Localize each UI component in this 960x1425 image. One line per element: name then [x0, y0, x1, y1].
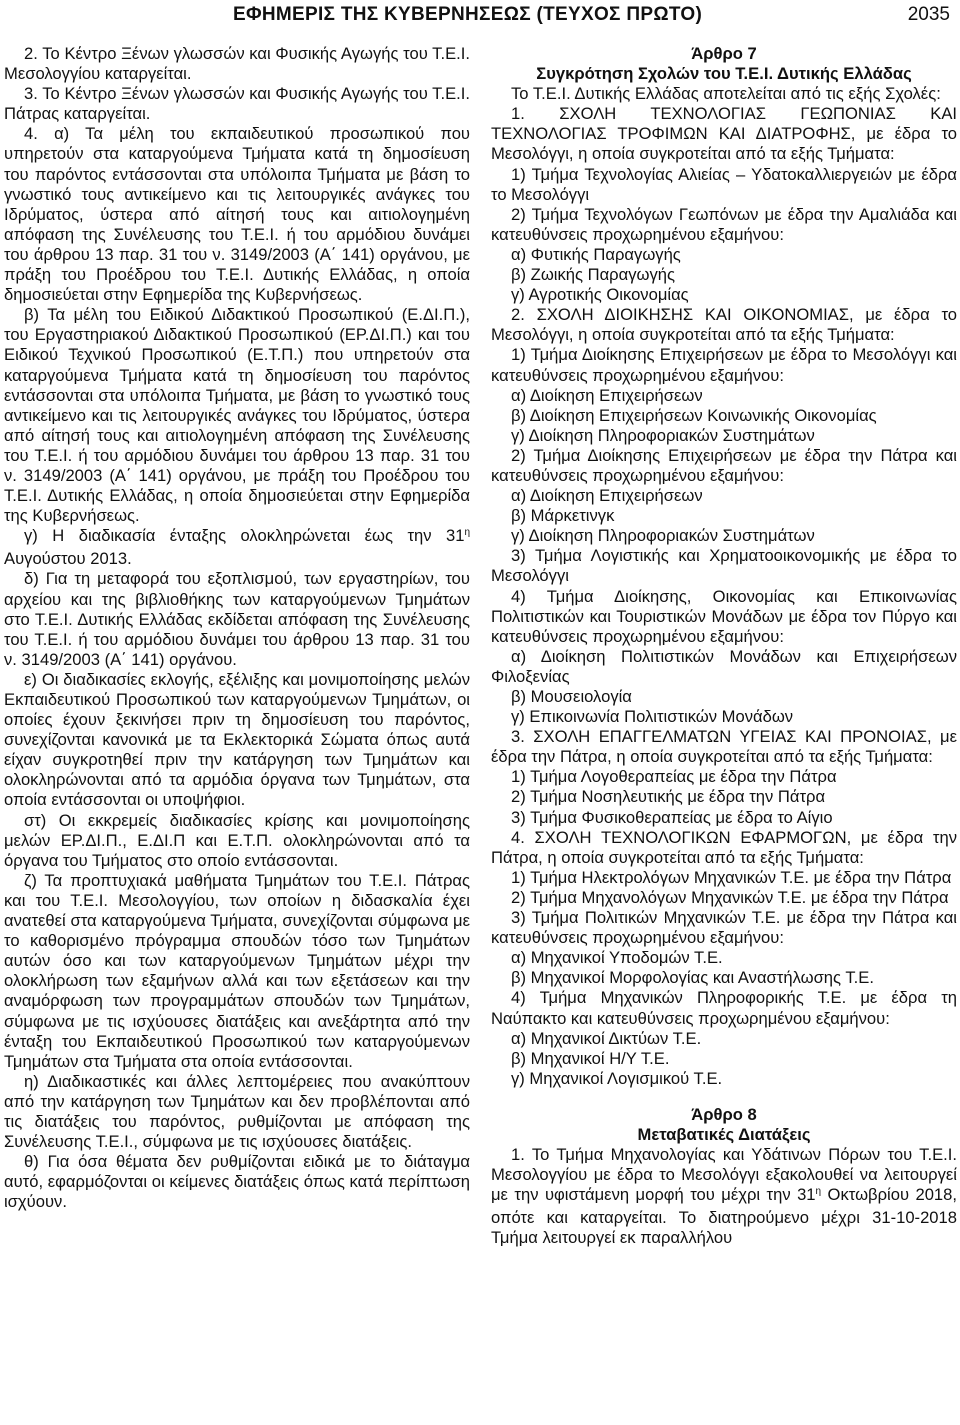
list-item: β) Μουσειολογία	[511, 687, 632, 706]
list-item: 3) Τμήμα Πολιτικών Μηχανικών Τ.Ε. με έδρα την Πάτρα και κατευθύνσεις προχωρημένου εξαμήνου:	[491, 908, 957, 948]
list-item: 3) Τμήμα Λογιστικής και Χρηματοοικονομικής με έδρα το Μεσολόγγι	[491, 546, 957, 586]
list-item: γ) Διοίκηση Πληροφοριακών Συστημάτων	[511, 526, 815, 546]
list-item: γ) Διοίκηση Πληροφοριακών Συστημάτων	[511, 425, 815, 445]
paragraph: 3. Το Κέντρο Ξένων γλωσσών και Φυσικής Αγωγής του Τ.Ε.Ι. Πάτρας καταργείται.	[4, 84, 470, 124]
spacer	[491, 1089, 957, 1105]
paragraph: Το Τ.Ε.Ι. Δυτικής Ελλάδας αποτελείται από τις εξής Σχολές:	[511, 84, 941, 104]
paragraph: 2. ΣΧΟΛΗ ΔΙΟΙΚΗΣΗΣ ΚΑΙ ΟΙΚΟΝΟΜΙΑΣ, με έδρα το Μεσολόγγι, η οποία συγκροτείται από τα εξής Τμήματα:	[491, 305, 957, 345]
article-subtitle: Συγκρότηση Σχολών του Τ.Ε.Ι. Δυτικής Ελλάδας	[536, 64, 912, 84]
paragraph-text: Οκτωβρίου 2018, οπότε και καταργείται. Το διατηρούμενο μέχρι 31-10-2018 Τμήμα λειτουργεί εκ παραλλήλου	[491, 1185, 957, 1248]
list-item: α) Διοίκηση Επιχειρήσεων	[511, 486, 703, 506]
paragraph: η) Διαδικαστικές και άλλες λεπτομέρειες που ανακύπτουν από την κατάργηση των Τμημάτων και δεν προβλέπονται από τις διατάξεις του παρόντος, ρυθμίζονται με απόφαση της Συνέλευσης Τ.Ε.Ι., σύμφωνα με τις ισχύουσες διατάξεις.	[4, 1071, 470, 1152]
paragraph: θ) Για όσα θέματα δεν ρυθμίζονται ειδικά με το διάταγμα αυτό, εφαρμόζονται οι κείμενες διατάξεις όπως κατά περίπτωση ισχύουν.	[4, 1152, 470, 1212]
paragraph: 1. ΣΧΟΛΗ ΤΕΧΝΟΛΟΓΙΑΣ ΓΕΩΠΟΝΙΑΣ ΚΑΙ ΤΕΧΝΟΛΟΓΙΑΣ ΤΡΟΦΙΜΩΝ ΚΑΙ ΔΙΑΤΡΟΦΗΣ, με έδρα το Μεσολόγγι, η οποία συγκροτείται από τα εξής Τμήματα:	[491, 104, 957, 164]
paragraph	[491, 1145, 957, 1248]
list-item: 1) Τμήμα Διοίκησης Επιχειρήσεων με έδρα το Μεσολόγγι και κατευθύνσεις προχωρημένου εξαμήνου:	[491, 345, 957, 385]
list-item: α) Διοίκηση Επιχειρήσεων	[511, 385, 703, 405]
paragraph	[4, 526, 470, 569]
list-item: β) Μηχανικοί Η/Υ Τ.Ε.	[511, 1048, 670, 1068]
list-item: 4) Τμήμα Μηχανικών Πληροφορικής Τ.Ε. με έδρα τη Ναύπακτο και κατευθύνσεις προχωρημένου εξαμήνου:	[491, 988, 957, 1028]
list-item: 2) Τμήμα Μηχανολόγων Μηχανικών Τ.Ε. με έδρα την Πάτρα	[511, 887, 949, 907]
list-item: 2) Τμήμα Τεχνολόγων Γεωπόνων με έδρα την Αμαλιάδα και κατευθύνσεις προχωρημένου εξαμήνου:	[491, 204, 957, 244]
paragraph: 4. ΣΧΟΛΗ ΤΕΧΝΟΛΟΓΙΚΩΝ ΕΦΑΡΜΟΓΩΝ, με έδρα την Πάτρα, η οποία συγκροτείται από τα εξής Τμήματα:	[491, 827, 957, 867]
list-item: β) Μηχανικοί Μορφολογίας και Αναστήλωσης Τ.Ε.	[511, 968, 874, 988]
superscript: η	[464, 527, 470, 539]
gazette-title: ΕΦΗΜΕΡΙΣ ΤΗΣ ΚΥΒΕΡΝΗΣΕΩΣ (ΤΕΥΧΟΣ ΠΡΩΤΟ)	[233, 4, 703, 25]
list-item: γ) Αγροτικής Οικονομίας	[511, 285, 689, 305]
list-item: β) Ζωικής Παραγωγής	[511, 265, 675, 285]
paragraph: ε) Οι διαδικασίες εκλογής, εξέλιξης και μονιμοποίησης μελών Εκπαιδευτικού Προσωπικού των καταργούμενων Τμημάτων, οι οποίες έχουν ξεκινήσει πριν τη δημοσίευση του παρόντος, συνεχίζονται κανονικά με τα Εκλεκτορικά Σώματα όπως αυτά είχαν συγκροτηθεί πριν την κατάργηση των Τμημάτων και ολοκληρώνονται από τα αρμόδια όργανα των Τμημάτων, στα οποία εντάσσονται οι υποψήφιοι.	[4, 669, 470, 810]
list-item: α) Διοίκηση Πολιτιστικών Μονάδων και Επιχειρήσεων Φιλοξενίας	[491, 646, 957, 686]
list-item: α) Φυτικής Παραγωγής	[511, 244, 681, 264]
paragraph: δ) Για τη μεταφορά του εξοπλισμού, των εργαστηρίων, του αρχείου και της βιβλιοθήκης των καταργούμενων Τμημάτων στο Τ.Ε.Ι. Δυτικής Ελλάδας εκδίδεται απόφαση της Συνέλευσης του Τ.Ε.Ι. ή του αρμόδιου δυνάμει του άρθρου 13 παρ. 31 του ν. 3149/2003 (Α΄ 141) οργάνου.	[4, 569, 470, 669]
list-item: 3) Τμήμα Φυσικοθεραπείας με έδρα το Αίγιο	[511, 807, 833, 827]
list-item: 2) Τμήμα Διοίκησης Επιχειρήσεων με έδρα την Πάτρα και κατευθύνσεις προχωρημένου εξαμήνου:	[491, 445, 957, 485]
paragraph-text: γ) Η διαδικασία ένταξης ολοκληρώνεται έως την 31	[24, 526, 465, 546]
page-number: 2035	[907, 4, 950, 25]
page-header	[0, 2, 960, 32]
list-item: 1) Τμήμα Λογοθεραπείας με έδρα την Πάτρα	[511, 767, 837, 787]
list-item: 1) Τμήμα Ηλεκτρολόγων Μηχανικών Τ.Ε. με έδρα την Πάτρα	[511, 867, 952, 887]
paragraph: β) Τα μέλη του Ειδικού Διδακτικού Προσωπικού (Ε.ΔΙ.Π.), του Εργαστηριακού Διδακτικού Προσωπικού (ΕΡ.ΔΙ.Π.) και του Ειδικού Τεχνικού Προσωπικού (Ε.Τ.Π.) που υπηρετούν στα καταργούμενα Τμήματα κατά τη δημοσίευση του παρόντος εντάσσονται στα υπόλοιπα Τμήματα, με βάση το γνωστικό τους αντικείμενο και τις λειτουργικές ανάγκες του Ιδρύματος, ύστερα από αίτησή τους και αιτιολογημένη απόφαση της Συνέλευσης του Τ.Ε.Ι. ή του αρμόδιου δυνάμει του άρθρου 13 παρ. 31 του ν. 3149/2003 (Α΄ 141) οργάνου, με πράξη του Προέδρου του Τ.Ε.Ι. Δυτικής Ελλάδας, η οποία δημοσιεύεται στην Εφημερίδα της Κυβερνήσεως.	[4, 305, 470, 526]
paragraph: 2. Το Κέντρο Ξένων γλωσσών και Φυσικής Αγωγής του Τ.Ε.Ι. Μεσολογγίου καταργείται.	[4, 44, 470, 84]
list-item: γ) Επικοινωνία Πολιτιστικών Μονάδων	[511, 707, 794, 727]
superscript: η	[815, 1186, 822, 1198]
list-item: 1) Τμήμα Τεχνολογίας Αλιείας – Υδατοκαλλιεργειών με έδρα το Μεσολόγγι	[491, 164, 957, 204]
paragraph-text: 1. Το Τμήμα Μηχανολογίας και Υδάτινων Πόρων του Τ.Ε.Ι. Μεσολογγίου με έδρα το Μεσολόγγι εξακολουθεί να λειτουργεί με την υφιστάμενη μορφή του μέχρι την 31	[491, 1145, 957, 1205]
article-subtitle: Μεταβατικές Διατάξεις	[637, 1124, 811, 1144]
list-item: β) Διοίκηση Επιχειρήσεων Κοινωνικής Οικονομίας	[511, 405, 877, 425]
list-item: 2) Τμήμα Νοσηλευτικής με έδρα την Πάτρα	[511, 787, 826, 807]
paragraph-text: Αυγούστου 2013.	[4, 549, 132, 569]
list-item: α) Μηχανικοί Υποδομών Τ.Ε.	[511, 948, 723, 968]
paragraph: ζ) Τα προπτυχιακά μαθήματα Τμημάτων του Τ.Ε.Ι. Πάτρας και του Τ.Ε.Ι. Μεσολογγίου, των οποίων η διδασκαλία έχει ανατεθεί στα καταργούμενα Τμήματα, συνεχίζονται σύμφωνα με το καθορισμένο πρόγραμμα σπουδών τόσο των Τμημάτων αυτών όσο και των καταργούμενων Τμημάτων μέχρι την ολοκλήρωση των εξαμήνων αλλά και των εξετάσεων και την αναμόρφωση των προγραμμάτων σπουδών των Τμημάτων, σύμφωνα με τις ισχύουσες διατάξεις και ανεξάρτητα από την ένταξη του Εκπαιδευτικού Προσωπικού των καταργούμενων Τμημάτων στα Τμήματα στα οποία εντάσσονται.	[4, 870, 470, 1071]
paragraph: 4. α) Τα μέλη του εκπαιδευτικού προσωπικού που υπηρετούν στα καταργούμενα Τμήματα κατά τη δημοσίευση του παρόντος εντάσσονται στα υπόλοιπα Τμήματα με βάση το γνωστικό τους αντικείμενο και τις λειτουργικές ανάγκες του Ιδρύματος, ύστερα από αίτησή τους και αιτιολογημένη απόφαση της Συνέλευσης του Τ.Ε.Ι. ή του αρμόδιου δυνάμει του άρθρου 13 παρ. 31 του ν. 3149/2003 (Α΄ 141) οργάνου, με πράξη του Προέδρου του Τ.Ε.Ι. Δυτικής Ελλάδας, η οποία δημοσιεύεται στην Εφημερίδα της Κυβερνήσεως.	[4, 124, 470, 305]
left-column	[4, 44, 470, 1212]
article-title: Άρθρο 7	[691, 44, 757, 63]
list-item: γ) Μηχανικοί Λογισμικού Τ.Ε.	[511, 1068, 723, 1088]
paragraph: στ) Οι εκκρεμείς διαδικασίες κρίσης και μονιμοποίησης μελών ΕΡ.ΔΙ.Π., Ε.ΔΙ.Π και Ε.Τ.Π. ολοκληρώνονται από τα όργανα του Τμήματος στο οποίο εντάσσονται.	[4, 810, 470, 870]
paragraph: 3. ΣΧΟΛΗ ΕΠΑΓΓΕΛΜΑΤΩΝ ΥΓΕΙΑΣ ΚΑΙ ΠΡΟΝΟΙΑΣ, με έδρα την Πάτρα, η οποία συγκροτείται από τα εξής Τμήματα:	[491, 727, 957, 767]
list-item: 4) Τμήμα Διοίκησης, Οικονομίας και Επικοινωνίας Πολιτιστικών και Τουριστικών Μονάδων με έδρα τον Πύργο και κατευθύνσεις προχωρημένου εξαμήνου:	[491, 586, 957, 646]
list-item: β) Μάρκετινγκ	[511, 506, 615, 526]
list-item: α) Μηχανικοί Δικτύων Τ.Ε.	[511, 1028, 702, 1048]
right-column	[491, 44, 957, 1249]
article-title: Άρθρο 8	[691, 1104, 757, 1124]
